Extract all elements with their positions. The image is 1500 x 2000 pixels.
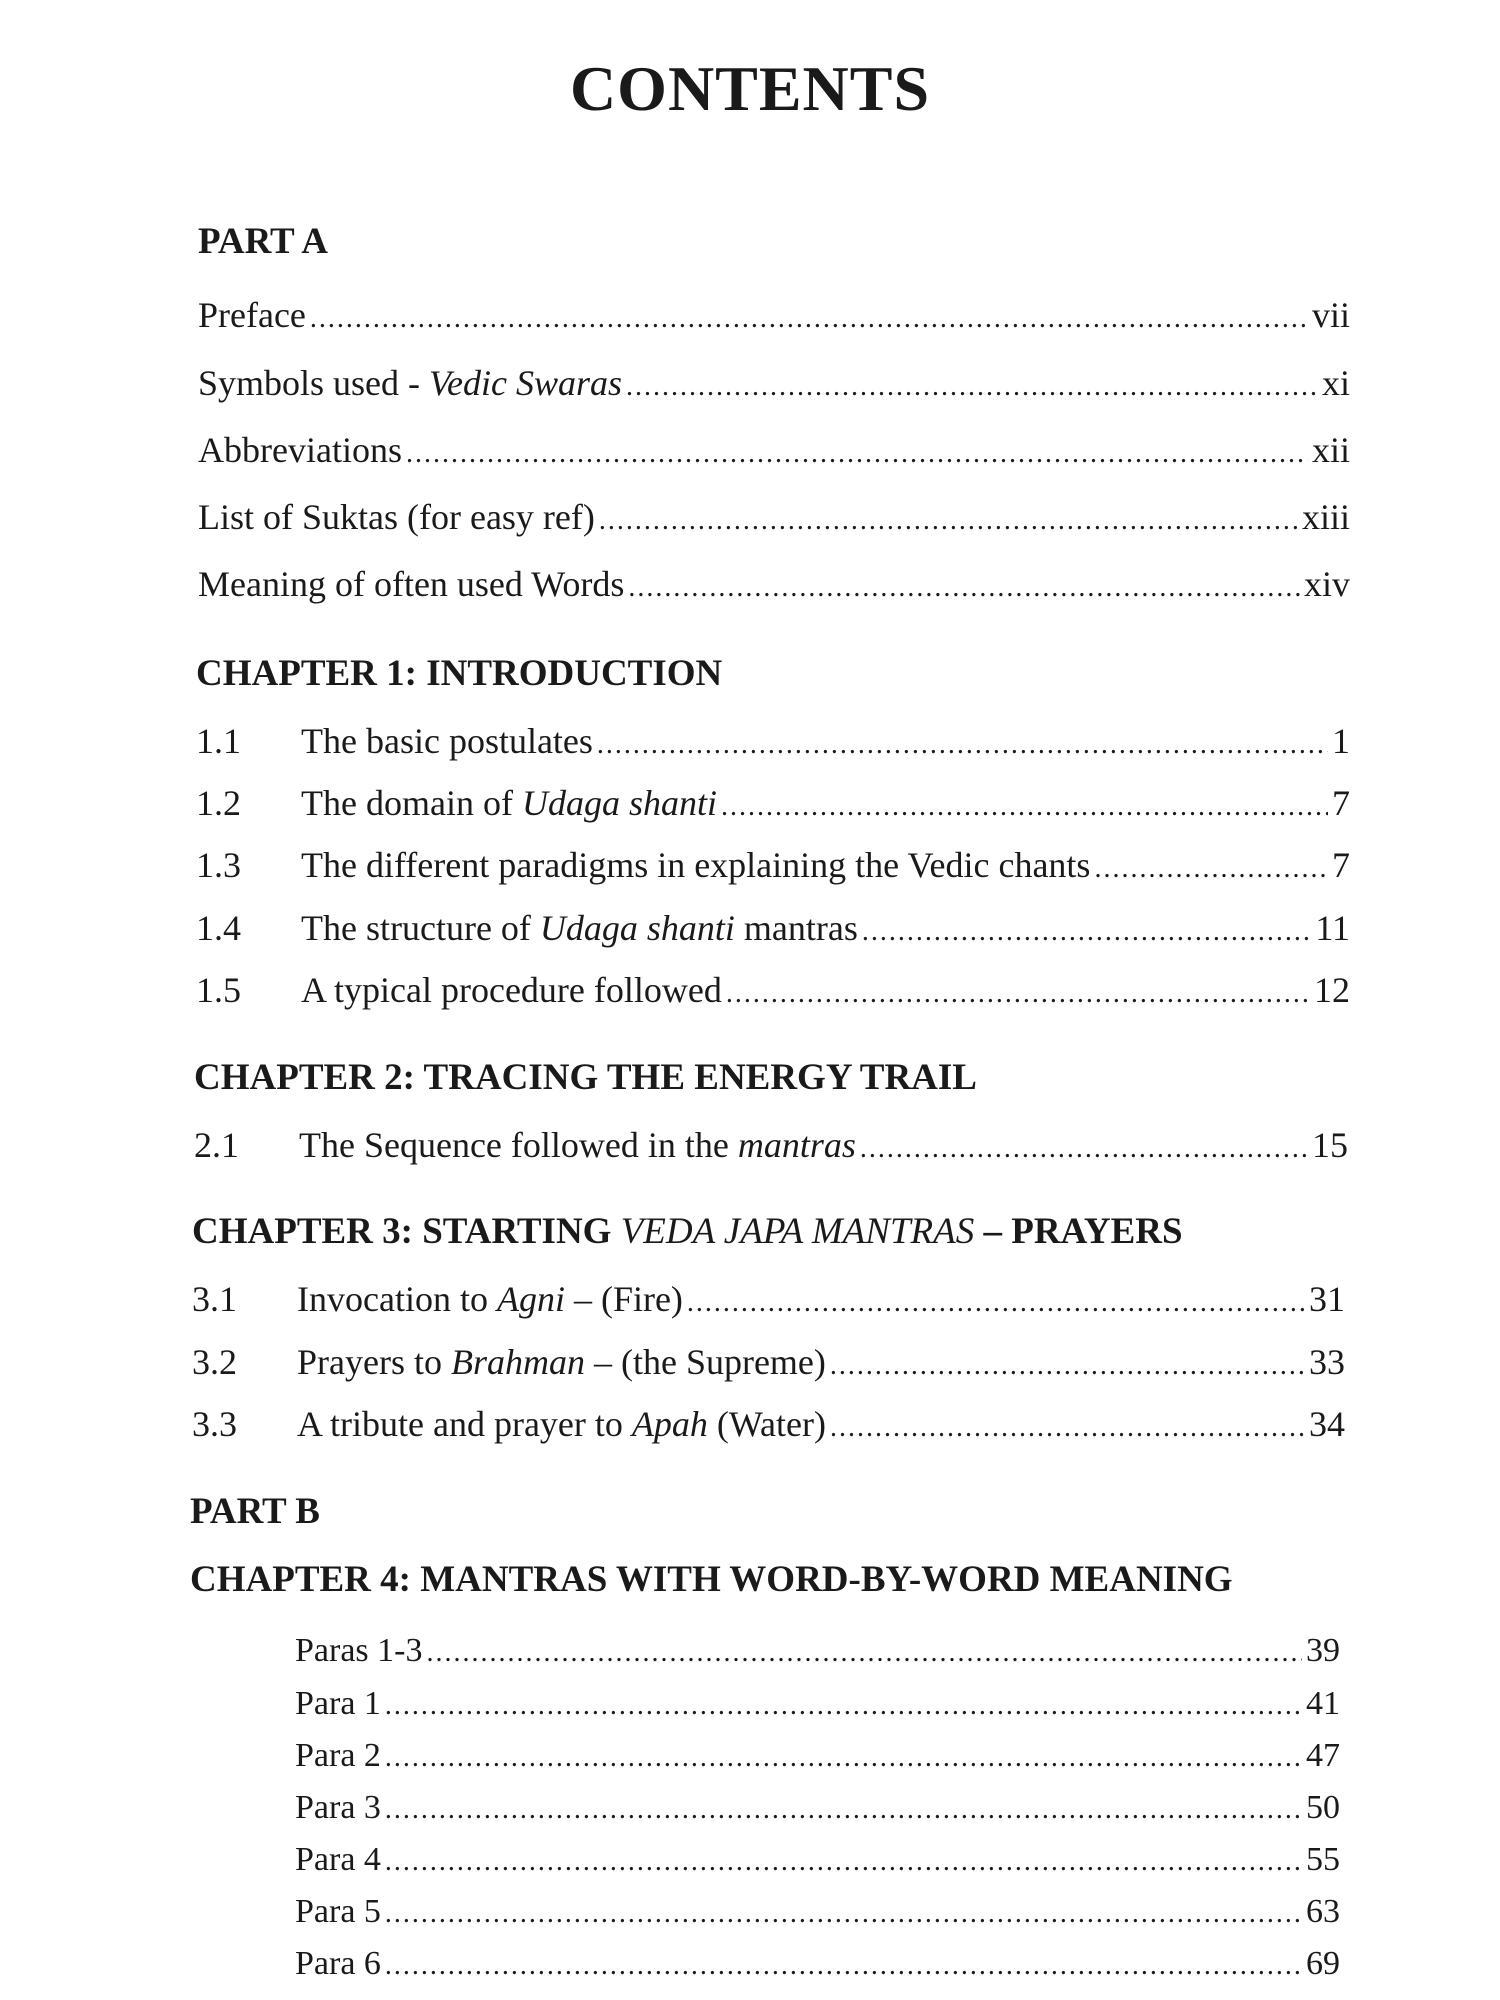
page-title: CONTENTS [569, 53, 931, 124]
toc-entry-label: A tribute and prayer to Apah (Water) [297, 1404, 826, 1444]
toc-entry-page: xii [1311, 430, 1350, 470]
toc-entry[interactable] [198, 294, 1350, 336]
toc-entry-label: A typical procedure followed [301, 970, 722, 1010]
toc-entry-label: Para 2 [295, 1737, 381, 1774]
leader-dots [406, 438, 1308, 470]
toc-entry-label: The structure of Udaga shanti mantras [301, 908, 858, 948]
toc-entry-page: 34 [1309, 1404, 1345, 1444]
section-number: 1.1 [196, 721, 241, 761]
toc-entry-page: 55 [1306, 1841, 1340, 1878]
toc-entry-page: 7 [1332, 845, 1350, 885]
section-number: 1.4 [196, 908, 241, 948]
leader-dots [599, 505, 1298, 537]
toc-entry-page: 50 [1306, 1789, 1340, 1826]
leader-dots [385, 1898, 1302, 1930]
leader-dots [310, 303, 1308, 335]
toc-entry-label: Para 3 [295, 1789, 381, 1826]
toc-entry[interactable] [295, 1893, 1340, 1931]
toc-entry-page: 15 [1312, 1125, 1348, 1165]
chapter-4-heading: CHAPTER 4: MANTRAS WITH WORD-BY-WORD MEANING [190, 1559, 1233, 1600]
leader-dots [628, 572, 1300, 604]
toc-entry[interactable] [198, 429, 1350, 471]
toc-entry[interactable] [192, 1341, 1345, 1383]
toc-entry[interactable] [196, 782, 1350, 824]
toc-entry-label: Preface [198, 295, 306, 335]
toc-entry-label: Para 1 [295, 1685, 381, 1722]
leader-dots [385, 1846, 1302, 1878]
leader-dots [830, 1412, 1305, 1444]
toc-entry-page: 11 [1315, 908, 1350, 948]
toc-entry[interactable] [295, 1945, 1340, 1983]
toc-entry[interactable] [295, 1685, 1340, 1723]
leader-dots [426, 1637, 1302, 1669]
leader-dots [726, 978, 1310, 1010]
section-number: 3.3 [192, 1404, 237, 1444]
toc-entry-page: 31 [1309, 1279, 1345, 1319]
toc-entry[interactable] [198, 496, 1350, 538]
toc-entry-label: Para 5 [295, 1893, 381, 1930]
toc-entry[interactable] [295, 1737, 1340, 1775]
leader-dots [830, 1350, 1305, 1382]
toc-entry-label: Symbols used - Vedic Swaras [198, 363, 623, 403]
leader-dots [626, 371, 1318, 403]
toc-entry-label: The domain of Udaga shanti [301, 783, 717, 823]
toc-entry-label: Prayers to Brahman – (the Supreme) [297, 1342, 826, 1382]
leader-dots [860, 1133, 1308, 1165]
toc-entry[interactable] [295, 1841, 1340, 1879]
leader-dots [862, 916, 1311, 948]
toc-entry-label: Abbreviations [198, 430, 402, 470]
leader-dots [597, 729, 1328, 761]
section-number: 3.1 [192, 1279, 237, 1319]
toc-entry-page: xiii [1301, 497, 1350, 537]
toc-entry[interactable] [192, 1403, 1345, 1445]
toc-entry-label: Invocation to Agni – (Fire) [297, 1279, 683, 1319]
toc-entry-page: 1 [1332, 721, 1350, 761]
chapter-2-heading: CHAPTER 2: TRACING THE ENERGY TRAIL [194, 1057, 977, 1098]
part-b-heading: PART B [190, 1491, 320, 1532]
toc-entry[interactable] [194, 1124, 1348, 1166]
leader-dots [385, 1950, 1302, 1982]
section-number: 2.1 [194, 1125, 239, 1165]
leader-dots [385, 1690, 1302, 1722]
toc-entry[interactable] [196, 720, 1350, 762]
toc-entry-page: 63 [1306, 1893, 1340, 1930]
toc-entry[interactable] [295, 1789, 1340, 1827]
section-number: 1.5 [196, 970, 241, 1010]
toc-entry-label: The different paradigms in explaining the Vedic chants [301, 845, 1091, 885]
toc-entry-label: Para 6 [295, 1945, 381, 1982]
toc-entry[interactable] [196, 969, 1350, 1011]
section-number: 1.3 [196, 845, 241, 885]
toc-entry-page: 33 [1309, 1342, 1345, 1382]
section-number: 1.2 [196, 783, 241, 823]
toc-entry[interactable] [198, 362, 1350, 404]
leader-dots [1094, 853, 1328, 885]
leader-dots [721, 791, 1328, 823]
toc-entry[interactable] [192, 1278, 1345, 1320]
toc-entry[interactable] [196, 844, 1350, 886]
toc-entry-page: 47 [1306, 1737, 1340, 1774]
toc-entry-page: 12 [1314, 970, 1350, 1010]
toc-entry[interactable] [295, 1632, 1340, 1670]
toc-entry-page: 7 [1332, 783, 1350, 823]
toc-entry[interactable] [198, 563, 1350, 605]
toc-entry-label: Meaning of often used Words [198, 564, 625, 604]
leader-dots [385, 1794, 1302, 1826]
toc-entry-label: Para 4 [295, 1841, 381, 1878]
chapter-1-heading: CHAPTER 1: INTRODUCTION [196, 653, 723, 694]
toc-entry[interactable] [196, 907, 1350, 949]
toc-entry-label: The Sequence followed in the mantras [299, 1125, 856, 1165]
toc-entry-label: Paras 1-3 [295, 1632, 423, 1669]
toc-entry-label: The basic postulates [301, 721, 593, 761]
toc-entry-page: 41 [1306, 1685, 1340, 1722]
chapter-3-heading: CHAPTER 3: STARTING VEDA JAPA MANTRAS – PRAYERS [192, 1211, 1183, 1252]
toc-entry-page: vii [1311, 295, 1350, 335]
toc-entry-page: xiv [1303, 564, 1350, 604]
toc-entry-label: List of Suktas (for easy ref) [198, 497, 595, 537]
section-number: 3.2 [192, 1342, 237, 1382]
leader-dots [687, 1287, 1305, 1319]
toc-entry-page: 39 [1306, 1632, 1340, 1669]
leader-dots [385, 1742, 1302, 1774]
toc-entry-page: xi [1321, 363, 1350, 403]
part-a-heading: PART A [198, 221, 328, 262]
toc-entry-page: 69 [1306, 1945, 1340, 1982]
